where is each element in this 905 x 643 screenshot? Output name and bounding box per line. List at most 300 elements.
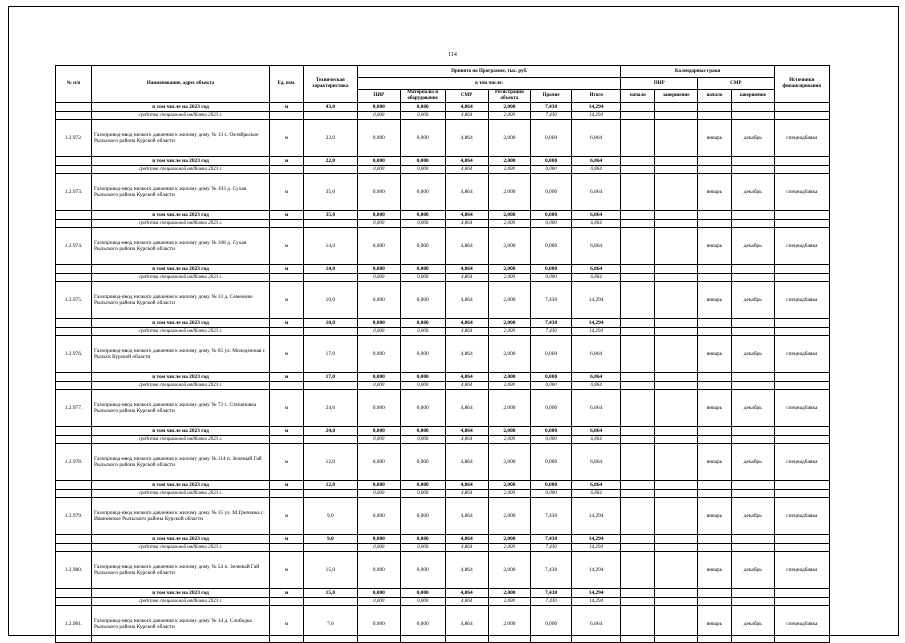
empty-cell xyxy=(774,598,829,606)
row-number: 1.2.973. xyxy=(56,174,92,211)
empty-cell xyxy=(698,598,732,606)
row-equip: 0,000 xyxy=(400,174,445,211)
header-sources: Источники финансирования xyxy=(774,66,829,103)
cal-pir-end xyxy=(655,552,698,589)
table-row xyxy=(56,606,830,643)
row-reg: 2,000 xyxy=(488,444,531,481)
empty-cell xyxy=(270,436,304,444)
special-reg: 2,000 xyxy=(488,112,531,120)
empty-cell xyxy=(56,436,92,444)
header-equip: Материалы и оборудование xyxy=(400,90,445,103)
cal-smr-end: декабрь xyxy=(731,174,774,211)
header-total: Итого xyxy=(571,90,621,103)
row-pir: 0,000 xyxy=(357,552,400,589)
year-other: 7,430 xyxy=(531,319,572,328)
special-other: 0,000 xyxy=(531,166,572,174)
special-pir: 0,000 xyxy=(357,220,400,228)
row-unit: м xyxy=(270,282,304,319)
row-pir: 0,000 xyxy=(357,444,400,481)
row-total: 6,864 xyxy=(571,120,621,157)
year-total: 14,294 xyxy=(571,103,621,112)
special-reg: 2,000 xyxy=(488,382,531,390)
empty-cell xyxy=(731,436,774,444)
table-body xyxy=(56,103,830,643)
year-reg: 2,000 xyxy=(488,265,531,274)
year-row xyxy=(56,211,830,220)
row-number: 1.2.981. xyxy=(56,606,92,643)
row-total: 14,294 xyxy=(571,498,621,535)
special-reg: 2,000 xyxy=(488,166,531,174)
cal-pir-start xyxy=(621,336,655,373)
special-reg: 2,000 xyxy=(488,598,531,606)
special-label: средства специальной надбавки 2023 г. xyxy=(92,220,270,228)
year-row xyxy=(56,427,830,436)
year-equip: 0,000 xyxy=(400,481,445,490)
row-unit: м xyxy=(270,390,304,427)
year-row xyxy=(56,103,830,112)
empty-cell xyxy=(774,319,829,328)
year-other: 0,000 xyxy=(531,265,572,274)
year-label: в том числе на 2023 год xyxy=(92,211,270,220)
row-equip: 0,000 xyxy=(400,390,445,427)
row-reg: 2,000 xyxy=(488,282,531,319)
row-reg: 2,000 xyxy=(488,120,531,157)
year-reg: 2,000 xyxy=(488,427,531,436)
year-unit: м xyxy=(270,103,304,112)
empty-cell xyxy=(621,211,655,220)
row-equip: 0,000 xyxy=(400,336,445,373)
year-tech: 22,0 xyxy=(303,157,357,166)
empty-cell xyxy=(698,436,732,444)
row-source: спецнадбавка xyxy=(774,228,829,265)
empty-cell xyxy=(655,436,698,444)
year-row xyxy=(56,265,830,274)
year-other: 0,000 xyxy=(531,211,572,220)
year-tech: 35,0 xyxy=(303,211,357,220)
special-other: 0,000 xyxy=(531,490,572,498)
year-pir: 0,000 xyxy=(357,373,400,382)
year-smr: 4,864 xyxy=(445,157,488,166)
row-unit: м xyxy=(270,606,304,643)
object-name: Газопровод-ввод низкого давления к жилому дому № 15 ул. М.Гриченка с. Ивановское Рыльского района Курской области xyxy=(92,498,270,535)
special-total: 6,864 xyxy=(571,436,621,444)
table-header xyxy=(56,66,830,103)
row-tech: 9,0 xyxy=(303,498,357,535)
row-smr: 4,864 xyxy=(445,444,488,481)
row-equip: 0,000 xyxy=(400,228,445,265)
cal-smr-end: декабрь xyxy=(731,498,774,535)
special-other: 0,000 xyxy=(531,436,572,444)
special-row xyxy=(56,220,830,228)
object-name: Газопровод-ввод низкого давления к жилому дому № 14 д. Слободка Рыльского района Курской области xyxy=(92,606,270,643)
special-smr: 4,864 xyxy=(445,436,488,444)
special-label: средства специальной надбавки 2023 г. xyxy=(92,490,270,498)
empty-cell xyxy=(774,220,829,228)
special-equip: 0,000 xyxy=(400,274,445,282)
special-smr: 4,864 xyxy=(445,490,488,498)
special-pir: 0,000 xyxy=(357,436,400,444)
cal-smr-start: январь xyxy=(698,444,732,481)
empty-cell xyxy=(655,274,698,282)
empty-cell xyxy=(270,166,304,174)
special-smr: 4,864 xyxy=(445,328,488,336)
special-other: 7,430 xyxy=(531,112,572,120)
year-smr: 4,864 xyxy=(445,319,488,328)
year-label: в том числе на 2023 год xyxy=(92,427,270,436)
special-reg: 2,000 xyxy=(488,544,531,552)
year-label: в том числе на 2023 год xyxy=(92,103,270,112)
empty-cell xyxy=(621,265,655,274)
year-other: 7,430 xyxy=(531,589,572,598)
empty-cell xyxy=(655,544,698,552)
empty-cell xyxy=(655,373,698,382)
cal-pir-end xyxy=(655,444,698,481)
row-other: 7,430 xyxy=(531,498,572,535)
year-row xyxy=(56,373,830,382)
year-row xyxy=(56,535,830,544)
special-row xyxy=(56,328,830,336)
row-smr: 4,864 xyxy=(445,390,488,427)
object-name: Газопровод-ввод низкого давления к жилому дому № 114 п. Зеленый Гай Рыльского района Курской области xyxy=(92,444,270,481)
special-equip: 0,000 xyxy=(400,544,445,552)
empty-cell xyxy=(303,382,357,390)
year-reg: 2,000 xyxy=(488,481,531,490)
row-smr: 4,864 xyxy=(445,552,488,589)
object-name: Газопровод-ввод низкого давления к жилому дому № 54 п. Зеленый Гай Рыльского района Курской области xyxy=(92,552,270,589)
header-end2: завершение xyxy=(731,90,774,103)
special-reg: 2,000 xyxy=(488,328,531,336)
empty-cell xyxy=(655,598,698,606)
empty-cell xyxy=(621,598,655,606)
year-pir: 0,000 xyxy=(357,157,400,166)
year-equip: 0,000 xyxy=(400,427,445,436)
year-reg: 2,000 xyxy=(488,157,531,166)
cal-pir-start xyxy=(621,390,655,427)
cal-pir-start xyxy=(621,498,655,535)
special-total: 14,294 xyxy=(571,112,621,120)
year-label: в том числе на 2023 год xyxy=(92,589,270,598)
table-row xyxy=(56,552,830,589)
cal-smr-end: декабрь xyxy=(731,228,774,265)
year-pir: 0,000 xyxy=(357,265,400,274)
cal-pir-end xyxy=(655,282,698,319)
row-other: 0,000 xyxy=(531,228,572,265)
row-unit: м xyxy=(270,444,304,481)
row-reg: 2,000 xyxy=(488,390,531,427)
row-number: 1.2.980. xyxy=(56,552,92,589)
empty-cell xyxy=(698,544,732,552)
special-equip: 0,000 xyxy=(400,166,445,174)
row-total: 6,864 xyxy=(571,336,621,373)
year-reg: 2,000 xyxy=(488,535,531,544)
special-other: 0,000 xyxy=(531,382,572,390)
row-tech: 14,0 xyxy=(303,228,357,265)
row-smr: 4,864 xyxy=(445,336,488,373)
row-smr: 4,864 xyxy=(445,120,488,157)
empty-cell xyxy=(655,535,698,544)
cal-smr-start: январь xyxy=(698,552,732,589)
empty-cell xyxy=(621,220,655,228)
row-smr: 4,864 xyxy=(445,498,488,535)
special-smr: 4,864 xyxy=(445,544,488,552)
row-source: спецнадбавка xyxy=(774,444,829,481)
empty-cell xyxy=(56,220,92,228)
row-tech: 12,0 xyxy=(303,444,357,481)
row-source: спецнадбавка xyxy=(774,390,829,427)
special-smr: 4,864 xyxy=(445,220,488,228)
row-equip: 0,000 xyxy=(400,606,445,643)
empty-cell xyxy=(621,166,655,174)
special-equip: 0,000 xyxy=(400,490,445,498)
empty-cell xyxy=(698,220,732,228)
year-pir: 0,000 xyxy=(357,211,400,220)
empty-cell xyxy=(270,382,304,390)
empty-cell xyxy=(698,535,732,544)
row-number: 1.2.977. xyxy=(56,390,92,427)
cal-pir-end xyxy=(655,174,698,211)
empty-cell xyxy=(270,490,304,498)
header-end1: завершение xyxy=(655,90,698,103)
empty-cell xyxy=(621,427,655,436)
special-pir: 0,000 xyxy=(357,544,400,552)
header-pir: ПИР xyxy=(357,90,400,103)
row-number: 1.2.975. xyxy=(56,282,92,319)
empty-cell xyxy=(655,427,698,436)
empty-cell xyxy=(698,328,732,336)
cal-pir-end xyxy=(655,498,698,535)
header-reg: Регистрация объекта xyxy=(488,90,531,103)
special-pir: 0,000 xyxy=(357,274,400,282)
empty-cell xyxy=(303,166,357,174)
row-reg: 2,000 xyxy=(488,174,531,211)
special-total: 6,864 xyxy=(571,274,621,282)
year-unit: м xyxy=(270,535,304,544)
special-label: средства специальной надбавки 2023 г. xyxy=(92,382,270,390)
empty-cell xyxy=(270,328,304,336)
empty-cell xyxy=(774,274,829,282)
year-reg: 2,000 xyxy=(488,319,531,328)
year-tech: 43,0 xyxy=(303,103,357,112)
empty-cell xyxy=(56,328,92,336)
special-label: средства специальной надбавки 2023 г. xyxy=(92,274,270,282)
year-reg: 2,000 xyxy=(488,589,531,598)
empty-cell xyxy=(655,490,698,498)
row-total: 6,864 xyxy=(571,228,621,265)
cal-pir-end xyxy=(655,228,698,265)
cal-pir-end xyxy=(655,390,698,427)
cal-smr-start: январь xyxy=(698,336,732,373)
special-equip: 0,000 xyxy=(400,220,445,228)
row-unit: м xyxy=(270,174,304,211)
year-unit: м xyxy=(270,427,304,436)
year-unit: м xyxy=(270,211,304,220)
empty-cell xyxy=(774,373,829,382)
year-row xyxy=(56,157,830,166)
cal-smr-start: январь xyxy=(698,120,732,157)
special-row xyxy=(56,112,830,120)
page-number: 114 xyxy=(448,52,457,58)
empty-cell xyxy=(774,427,829,436)
row-equip: 0,000 xyxy=(400,282,445,319)
year-smr: 4,864 xyxy=(445,481,488,490)
program-table xyxy=(55,65,830,643)
empty-cell xyxy=(655,319,698,328)
special-total: 6,864 xyxy=(571,382,621,390)
row-source: спецнадбавка xyxy=(774,552,829,589)
year-label: в том числе на 2023 год xyxy=(92,319,270,328)
header-smr: СМР xyxy=(445,90,488,103)
header-other: Прочие xyxy=(531,90,572,103)
empty-cell xyxy=(731,157,774,166)
row-pir: 0,000 xyxy=(357,120,400,157)
row-reg: 2,000 xyxy=(488,498,531,535)
table-row xyxy=(56,498,830,535)
year-other: 7,430 xyxy=(531,103,572,112)
row-unit: м xyxy=(270,228,304,265)
row-source: спецнадбавка xyxy=(774,498,829,535)
header-tech: Техническая характеристика xyxy=(303,66,357,103)
row-number: 1.2.979. xyxy=(56,498,92,535)
year-reg: 2,000 xyxy=(488,373,531,382)
special-reg: 2,000 xyxy=(488,490,531,498)
year-total: 14,294 xyxy=(571,319,621,328)
empty-cell xyxy=(56,535,92,544)
empty-cell xyxy=(731,220,774,228)
year-label: в том числе на 2023 год xyxy=(92,481,270,490)
year-smr: 4,864 xyxy=(445,373,488,382)
empty-cell xyxy=(731,598,774,606)
year-unit: м xyxy=(270,589,304,598)
row-tech: 35,0 xyxy=(303,174,357,211)
special-other: 7,430 xyxy=(531,544,572,552)
year-unit: м xyxy=(270,157,304,166)
empty-cell xyxy=(56,490,92,498)
row-equip: 0,000 xyxy=(400,552,445,589)
year-pir: 0,000 xyxy=(357,103,400,112)
special-smr: 4,864 xyxy=(445,166,488,174)
year-equip: 0,000 xyxy=(400,211,445,220)
year-reg: 2,000 xyxy=(488,103,531,112)
year-tech: 17,0 xyxy=(303,373,357,382)
special-label: средства специальной надбавки 2023 г. xyxy=(92,544,270,552)
row-source: спецнадбавка xyxy=(774,120,829,157)
row-number: 1.2.972. xyxy=(56,120,92,157)
empty-cell xyxy=(698,490,732,498)
cal-smr-start: январь xyxy=(698,498,732,535)
empty-cell xyxy=(621,481,655,490)
year-tech: 15,0 xyxy=(303,589,357,598)
empty-cell xyxy=(774,481,829,490)
empty-cell xyxy=(621,436,655,444)
empty-cell xyxy=(621,319,655,328)
empty-cell xyxy=(56,166,92,174)
row-other: 0,000 xyxy=(531,174,572,211)
row-source: спецнадбавка xyxy=(774,282,829,319)
table-row xyxy=(56,228,830,265)
empty-cell xyxy=(303,328,357,336)
year-label: в том числе на 2023 год xyxy=(92,265,270,274)
year-unit: м xyxy=(270,265,304,274)
empty-cell xyxy=(774,157,829,166)
special-row xyxy=(56,274,830,282)
row-reg: 2,000 xyxy=(488,606,531,643)
year-tech: 10,0 xyxy=(303,319,357,328)
row-reg: 2,000 xyxy=(488,552,531,589)
empty-cell xyxy=(56,157,92,166)
empty-cell xyxy=(698,211,732,220)
header-num: № п/п xyxy=(56,66,92,103)
empty-cell xyxy=(774,544,829,552)
row-unit: м xyxy=(270,120,304,157)
cal-pir-end xyxy=(655,336,698,373)
empty-cell xyxy=(774,589,829,598)
empty-cell xyxy=(698,274,732,282)
empty-cell xyxy=(774,436,829,444)
row-other: 7,430 xyxy=(531,552,572,589)
empty-cell xyxy=(621,157,655,166)
row-other: 0,000 xyxy=(531,444,572,481)
year-pir: 0,000 xyxy=(357,535,400,544)
year-equip: 0,000 xyxy=(400,265,445,274)
special-equip: 0,000 xyxy=(400,436,445,444)
special-smr: 4,864 xyxy=(445,112,488,120)
header-cal-pir: ПИР xyxy=(621,78,698,90)
cal-smr-end: декабрь xyxy=(731,282,774,319)
year-smr: 4,864 xyxy=(445,427,488,436)
empty-cell xyxy=(655,481,698,490)
row-tech: 10,0 xyxy=(303,282,357,319)
row-other: 0,000 xyxy=(531,120,572,157)
empty-cell xyxy=(655,220,698,228)
row-pir: 0,000 xyxy=(357,498,400,535)
empty-cell xyxy=(731,211,774,220)
special-equip: 0,000 xyxy=(400,112,445,120)
empty-cell xyxy=(774,328,829,336)
row-pir: 0,000 xyxy=(357,336,400,373)
empty-cell xyxy=(655,211,698,220)
row-reg: 2,000 xyxy=(488,228,531,265)
cal-pir-start xyxy=(621,606,655,643)
empty-cell xyxy=(655,265,698,274)
year-equip: 0,000 xyxy=(400,319,445,328)
object-name: Газопровод-ввод низкого давления к жилому дому № 73 с. Степановка Рыльского района Курской области xyxy=(92,390,270,427)
header-program: Принято по Программе, тыс. руб. xyxy=(357,66,621,78)
empty-cell xyxy=(655,589,698,598)
special-row xyxy=(56,436,830,444)
empty-cell xyxy=(56,427,92,436)
object-name: Газопровод-ввод низкого давления к жилому дому № 13 с. Октябрьское Рыльского района Курской области xyxy=(92,120,270,157)
special-total: 14,294 xyxy=(571,598,621,606)
row-other: 0,000 xyxy=(531,336,572,373)
row-tech: 24,0 xyxy=(303,390,357,427)
year-pir: 0,000 xyxy=(357,589,400,598)
table-row xyxy=(56,120,830,157)
row-unit: м xyxy=(270,552,304,589)
object-name: Газопровод-ввод низкого давления к жилому дому № 108 д. Сухая Рыльского района Курской области xyxy=(92,228,270,265)
empty-cell xyxy=(621,274,655,282)
row-pir: 0,000 xyxy=(357,390,400,427)
row-source: спецнадбавка xyxy=(774,606,829,643)
cal-pir-start xyxy=(621,120,655,157)
empty-cell xyxy=(303,274,357,282)
special-label: средства специальной надбавки 2023 г. xyxy=(92,436,270,444)
special-label: средства специальной надбавки 2023 г. xyxy=(92,598,270,606)
table-row xyxy=(56,282,830,319)
year-row xyxy=(56,589,830,598)
empty-cell xyxy=(621,382,655,390)
empty-cell xyxy=(774,211,829,220)
empty-cell xyxy=(731,490,774,498)
